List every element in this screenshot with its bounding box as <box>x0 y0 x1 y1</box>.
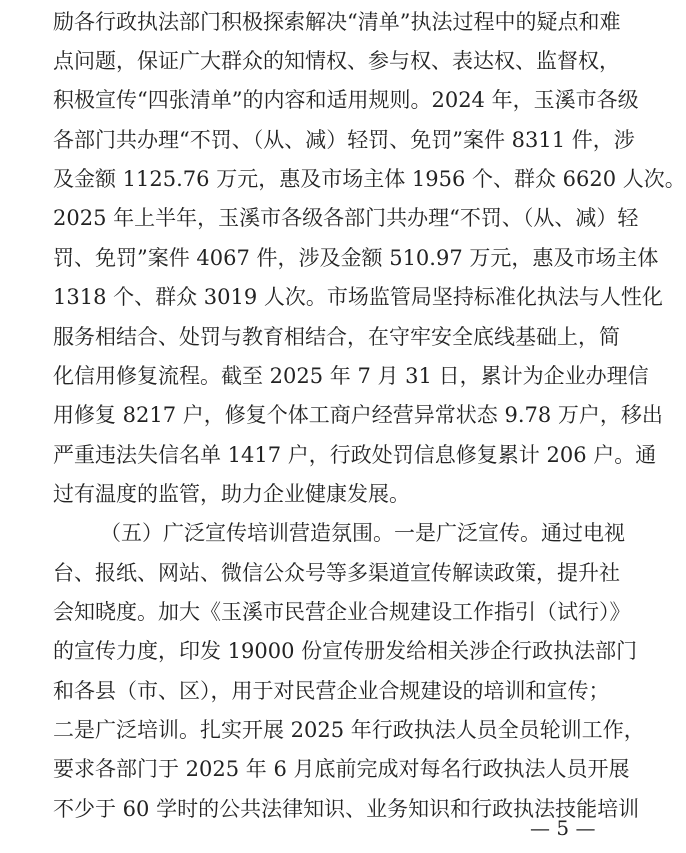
page-number: — 5 — <box>530 816 596 840</box>
text-line: 及金额 1125.76 万元，惠及市场主体 1956 个、群众 6620 人次。 <box>53 167 686 191</box>
text-line: 二是广泛培训。扎实开展 2025 年行政执法人员全员轮训工作， <box>53 718 645 742</box>
text-line: 化信用修复流程。截至 2025 年 7 月 31 日，累计为企业办理信 <box>53 364 649 388</box>
text-line: 点问题，保证广大群众的知情权、参与权、表达权、监督权， <box>53 49 620 73</box>
text-line: 台、报纸、网站、微信公众号等多渠道宣传解读政策，提升社 <box>53 561 620 585</box>
text-line: 过有温度的监管，助力企业健康发展。 <box>53 482 410 506</box>
text-line: 会知晓度。加大《玉溪市民营企业合规建设工作指引（试行）》 <box>53 600 631 624</box>
text-line: 的宣传力度，印发 19000 份宣传册发给相关涉企行政执法部门 <box>53 639 638 663</box>
text-line: 用修复 8217 户，修复个体工商户经营异常状态 9.78 万户，移出 <box>53 403 663 427</box>
text-line: 不少于 60 学时的公共法律知识、业务知识和行政执法技能培训 <box>53 797 640 821</box>
section-heading-line: （五）广泛宣传培训营造氛围。一是广泛宣传。通过电视 <box>100 521 625 545</box>
text-line: 各部门共办理“不罚、（从、减）轻罚、免罚”案件 8311 件，涉 <box>53 128 635 152</box>
text-line: 1318 个、群众 3019 人次。市场监管局坚持标准化执法与人性化 <box>53 285 663 309</box>
text-line: 和各县（市、区），用于对民营企业合规建设的培训和宣传； <box>53 679 610 703</box>
text-line: 罚、免罚”案件 4067 件，涉及金额 510.97 万元，惠及市场主体 <box>53 246 659 270</box>
text-line: 服务相结合、处罚与教育相结合，在守牢安全底线基础上，简 <box>53 325 620 349</box>
text-line: 励各行政执法部门积极探索解决“清单”执法过程中的疑点和难 <box>53 10 621 34</box>
text-line: 严重违法失信名单 1417 户，行政处罚信息修复累计 206 户。通 <box>53 443 657 467</box>
text-line: 要求各部门于 2025 年 6 月底前完成对每名行政执法人员开展 <box>53 757 630 781</box>
text-line: 2025 年上半年，玉溪市各级各部门共办理“不罚、（从、减）轻 <box>53 206 639 230</box>
text-line: 积极宣传“四张清单”的内容和适用规则。2024 年，玉溪市各级 <box>53 88 639 112</box>
